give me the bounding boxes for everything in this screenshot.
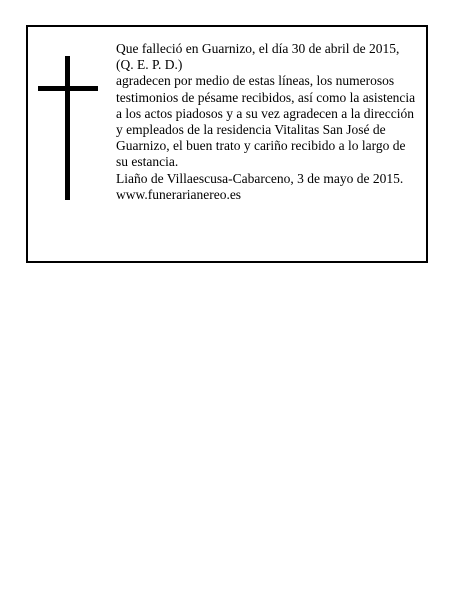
place-date-line: Liaño de Villaescusa-Cabarceno, 3 de mayo de 2015. [116, 170, 404, 186]
rip-line: (Q. E. P. D.) [116, 57, 183, 73]
thanks-line: y empleados de la residencia Vitalitas San José de [116, 122, 386, 138]
thanks-line: su estancia. [116, 154, 179, 170]
notice-text-block [116, 41, 421, 203]
latin-cross-icon [38, 56, 98, 200]
thanks-line: Guarnizo, el buen trato y cariño recibido a lo largo de [116, 138, 406, 154]
death-statement-line: Que falleció en Guarnizo, el día 30 de abril de 2015, [116, 41, 400, 56]
obituary-notice-frame [26, 25, 428, 263]
website-text: www.funerarianereo.es [116, 186, 242, 202]
cross-vertical-bar [65, 56, 70, 200]
thanks-line: agradecen por medio de estas líneas, los numerosos [116, 73, 395, 89]
thanks-line: testimonios de pésame recibidos, así como la asistencia [116, 89, 416, 105]
thanks-line: a los actos piadosos y a su vez agradecen a la dirección [116, 105, 415, 121]
cross-horizontal-bar [38, 86, 98, 91]
